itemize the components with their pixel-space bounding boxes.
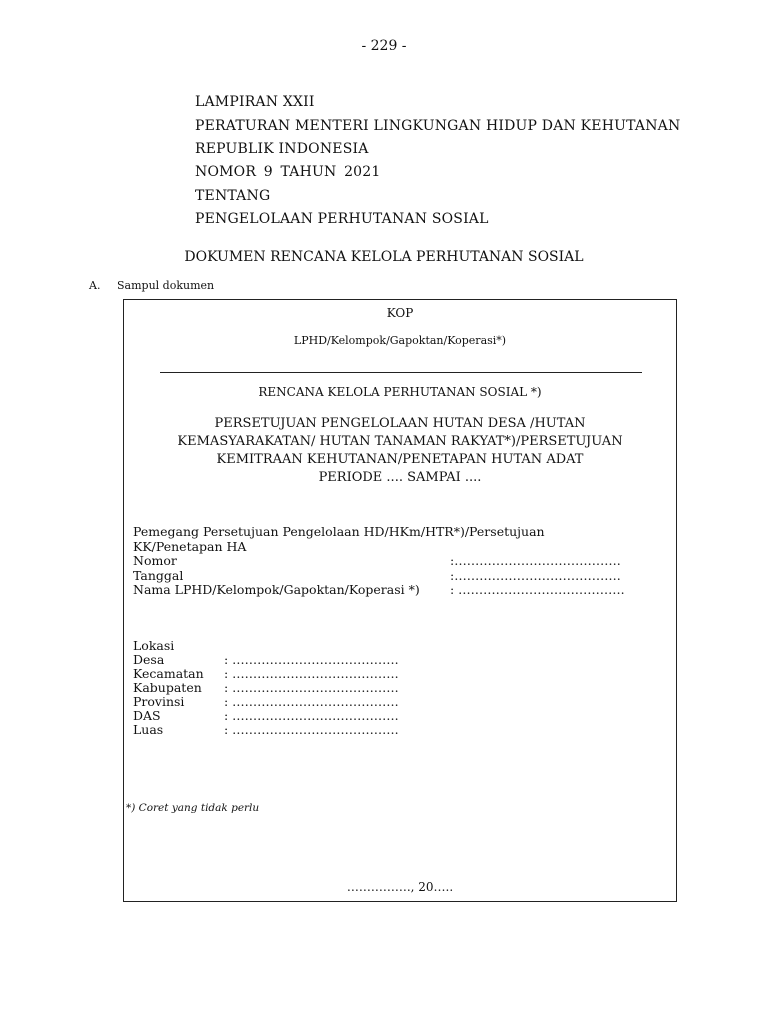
organization-label: LPHD/Kelompok/Gapoktan/Koperasi*) [293,334,507,347]
page-number: - 229 - [361,38,407,54]
approval-line-1: PERSETUJUAN PENGELOLAAN HUTAN DESA /HUTAN [214,416,586,431]
location-value-luas: : …………………………………. [224,722,399,737]
holder-line-1: Pemegang Persetujuan Pengelolaan HD/HKm/HTR*)/Persetujuan [133,524,545,539]
location-value-provinsi: : …………………………………. [224,694,399,709]
header-line-subject: PENGELOLAAN PERHUTANAN SOSIAL [195,211,489,227]
plan-title: RENCANA KELOLA PERHUTANAN SOSIAL *) [258,385,542,399]
header-line-regulation: PERATURAN MENTERI LINGKUNGAN HIDUP DAN KEHUTANAN [195,118,681,134]
location-label-das: DAS [133,708,161,723]
approval-period: PERIODE .... SAMPAI .... [318,470,482,485]
field-value-tanggal: :…………………………………. [450,568,621,583]
location-label-luas: Luas [133,722,164,737]
field-label-nomor: Nomor [133,553,177,568]
holder-line-2: KK/Penetapan HA [133,539,247,554]
location-value-desa: : …………………………………. [224,652,399,667]
header-line-about: TENTANG [195,188,271,204]
date-line: ……………., 20….. [346,880,454,894]
location-value-kabupaten: : …………………………………. [224,680,399,695]
approval-line-2: KEMASYARAKATAN/ HUTAN TANAMAN RAKYAT*)/PERSETUJUAN [177,434,623,449]
section-label: Sampul dokumen [117,279,215,292]
field-label-tanggal: Tanggal [133,568,184,583]
header-line-appendix: LAMPIRAN XXII [195,94,315,110]
location-label-kecamatan: Kecamatan [133,666,204,681]
location-heading: Lokasi [133,638,175,653]
document-title: DOKUMEN RENCANA KELOLA PERHUTANAN SOSIAL [184,249,584,265]
location-value-das: : …………………………………. [224,708,399,723]
divider-line [160,372,642,373]
field-value-nama: : …………………………………. [450,582,625,597]
footnote: *) Coret yang tidak perlu [126,802,260,814]
section-letter: A. [89,279,101,292]
location-label-kabupaten: Kabupaten [133,680,202,695]
location-label-provinsi: Provinsi [133,694,185,709]
header-line-country: REPUBLIK INDONESIA [195,141,369,157]
location-value-kecamatan: : …………………………………. [224,666,399,681]
approval-line-3: KEMITRAAN KEHUTANAN/PENETAPAN HUTAN ADAT [216,452,584,467]
field-label-nama: Nama LPHD/Kelompok/Gapoktan/Koperasi *) [133,582,420,597]
header-line-number: NOMOR 9 TAHUN 2021 [195,164,381,180]
field-value-nomor: :…………………………………. [450,553,621,568]
cover-page-frame [123,299,677,902]
kop-label: KOP [386,306,414,320]
location-label-desa: Desa [133,652,165,667]
